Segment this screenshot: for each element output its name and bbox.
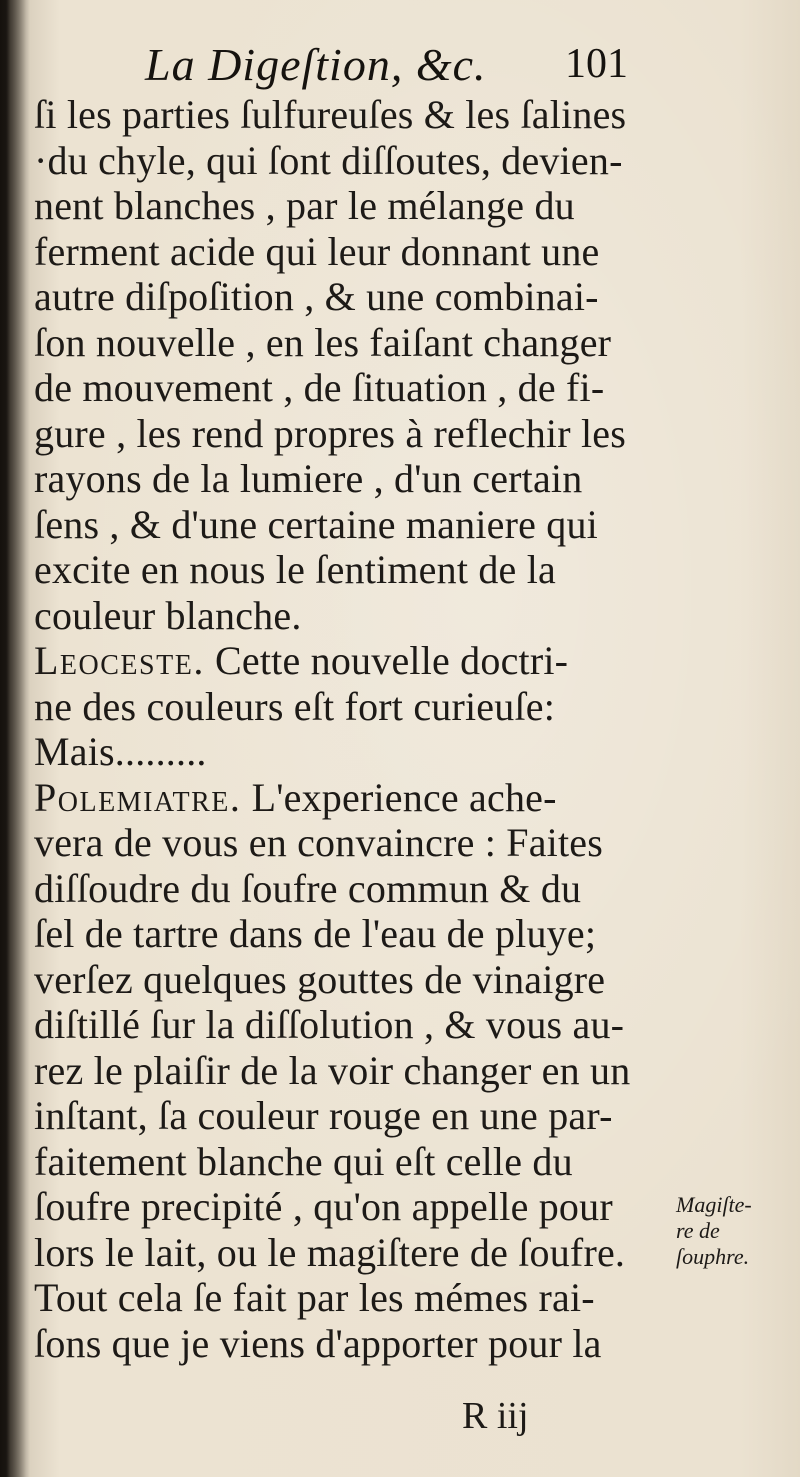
page-number: 101	[565, 41, 628, 87]
text-line: ſons que je viens d'apporter pour la	[34, 1320, 602, 1366]
marginal-note-line: ſouphre.	[676, 1244, 750, 1269]
text-line: ferment acide qui leur donnant une	[34, 228, 600, 274]
speaker-line-polemiatre	[34, 775, 674, 821]
text-line: rez le plaiſir de la voir changer en un	[34, 1047, 631, 1093]
text-line: ſens , & d'une certaine maniere qui	[34, 501, 598, 547]
marginal-note-line: re de	[676, 1218, 720, 1243]
marginal-note-line: Magiſte-	[676, 1192, 752, 1217]
text-line: de mouvement , de ſituation , de fi-	[34, 365, 605, 410]
text-line: verſez quelques gouttes de vinaigre	[34, 956, 606, 1002]
text-line: Tout cela ſe fait par les mémes rai-	[34, 1275, 595, 1320]
text-line: gure , les rend propres à reflechir les	[34, 410, 626, 456]
text-line: ſi les parties ſulfureuſes & les ſalines	[34, 92, 627, 137]
text-line: diſtillé ſur la diſſolution , & vous au-	[34, 1002, 625, 1047]
text-line: Mais.........	[34, 729, 207, 774]
signature-mark: R iij	[462, 1395, 529, 1437]
body-text	[34, 92, 674, 1366]
marginal-note	[676, 1192, 800, 1270]
gutter-shadow	[0, 0, 30, 1477]
text-line: couleur blanche.	[34, 592, 302, 638]
text-line: rayons de la lumiere , d'un certain	[34, 456, 583, 501]
speaker-name-leoceste: Leoceste.	[34, 638, 205, 683]
text-line: ·du chyle, qui ſont diſſoutes, devien-	[34, 137, 623, 183]
text-line: ſoufre precipité , qu'on appelle pour	[34, 1184, 613, 1229]
speaker-text: Cette nouvelle doctri-	[204, 638, 569, 683]
text-line: nent blanches , par le mélange du	[34, 183, 575, 228]
text-line: vera de vous en convaincre : Faites	[34, 820, 604, 865]
text-line: ſon nouvelle , en les faiſant changer	[34, 319, 612, 365]
speaker-name-polemiatre: Polemiatre.	[34, 774, 242, 820]
text-line: autre diſpoſition , & une combinai-	[34, 274, 599, 319]
running-title: La Digeſtion, &c.	[145, 39, 487, 90]
speaker-text: L'experience ache-	[241, 774, 557, 820]
text-line: excite en nous le ſentiment de la	[34, 547, 556, 592]
page-header	[145, 38, 665, 98]
text-line: diſſoudre du ſoufre commun & du	[34, 865, 582, 911]
speaker-line-leoceste	[34, 638, 674, 684]
text-line: ſel de tartre dans de l'eau de pluye;	[34, 911, 597, 956]
text-line: ne des couleurs eſt fort curieuſe:	[34, 683, 556, 729]
text-line: inſtant, ſa couleur rouge en une par-	[34, 1093, 613, 1138]
text-line: lors le lait, ou le magiſtere de ſoufre.	[34, 1229, 626, 1275]
text-line: faitement blanche qui eſt celle du	[34, 1138, 573, 1184]
